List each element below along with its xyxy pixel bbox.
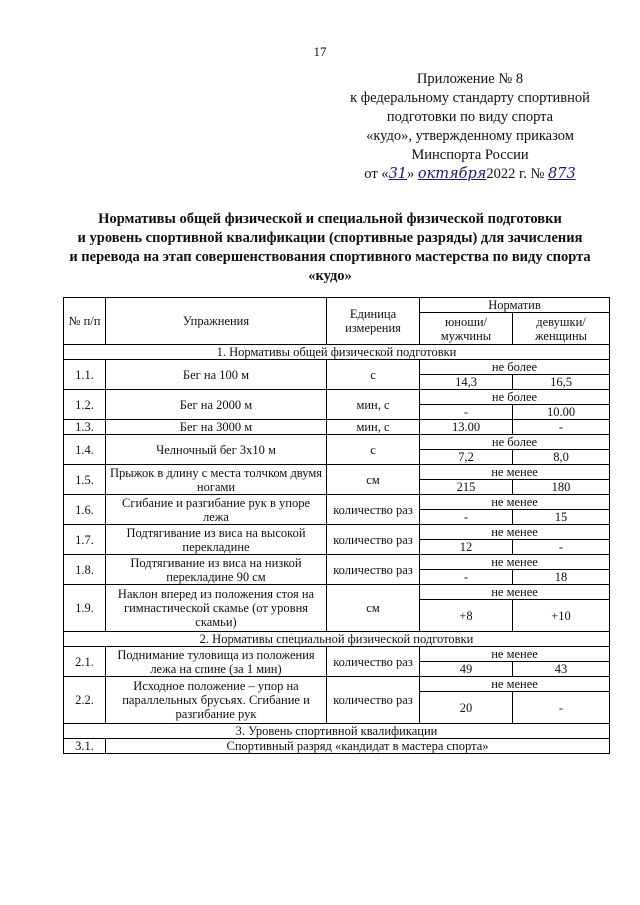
row-boys: 12 xyxy=(420,540,513,555)
row-qualifier: не более xyxy=(420,360,610,375)
appendix-line: к федеральному стандарту спортивной xyxy=(350,90,590,106)
row-num: 1.4. xyxy=(64,435,106,465)
title-line: Нормативы общей физической и специальной физической подготовки xyxy=(98,211,562,227)
row-boys: 7,2 xyxy=(420,450,513,465)
row-num: 1.8. xyxy=(64,555,106,585)
row-exercise: Бег на 3000 м xyxy=(106,420,327,435)
date-year: 2022 г. № xyxy=(486,166,545,182)
row-girls: 18 xyxy=(513,570,610,585)
row-exercise: Бег на 2000 м xyxy=(106,390,327,420)
row-qualifier: не менее xyxy=(420,585,610,600)
section-title: 3. Уровень спортивной квалификации xyxy=(64,724,610,739)
row-qualifier: не более xyxy=(420,435,610,450)
row-girls: 43 xyxy=(513,662,610,677)
row-unit: количество раз xyxy=(327,555,420,585)
page-number: 17 xyxy=(313,44,327,59)
header-num: № п/п xyxy=(64,298,106,345)
row-girls: - xyxy=(513,540,610,555)
date-month: октября xyxy=(417,166,487,182)
date-number: 873 xyxy=(548,166,576,182)
row-boys: 20 xyxy=(420,692,513,724)
appendix-line: Минспорта России xyxy=(411,147,529,163)
header-unit: Единица измерения xyxy=(327,298,420,345)
title-line: и перевода на этап совершенствования спортивного мастерства по виду спорта xyxy=(69,249,591,265)
row-unit: см xyxy=(327,465,420,495)
row-qualifier: не менее xyxy=(420,555,610,570)
row-unit: с xyxy=(327,435,420,465)
row-girls: +10 xyxy=(513,600,610,632)
row-boys: - xyxy=(420,510,513,525)
row-num: 2.1. xyxy=(64,647,106,677)
row-exercise: Бег на 100 м xyxy=(106,360,327,390)
row-boys: +8 xyxy=(420,600,513,632)
row-num: 1.3. xyxy=(64,420,106,435)
row-qualifier: не менее xyxy=(420,465,610,480)
date-prefix: от « xyxy=(364,166,389,182)
row-num: 1.9. xyxy=(64,585,106,632)
appendix-line: Приложение № 8 xyxy=(416,71,524,87)
row-qualifier: не менее xyxy=(420,495,610,510)
row-boys: - xyxy=(420,405,513,420)
row-exercise: Подтягивание из виса на низкой перекладине 90 см xyxy=(106,555,327,585)
row-num: 1.1. xyxy=(64,360,106,390)
row-boys: 14,3 xyxy=(420,375,513,390)
row-girls: 16,5 xyxy=(513,375,610,390)
row-qualifier: не менее xyxy=(420,525,610,540)
appendix-block xyxy=(330,70,610,184)
row-num: 2.2. xyxy=(64,677,106,724)
row-num: 1.7. xyxy=(64,525,106,555)
row-boys: 49 xyxy=(420,662,513,677)
header-girls: девушки/ женщины xyxy=(513,313,610,345)
row-unit: см xyxy=(327,585,420,632)
header-boys: юноши/ мужчины xyxy=(420,313,513,345)
row-exercise: Исходное положение – упор на параллельных брусьях. Сгибание и разгибание рук xyxy=(106,677,327,724)
row-unit: количество раз xyxy=(327,677,420,724)
row-boys: 13.00 xyxy=(420,420,513,435)
row-exercise: Поднимание туловища из положения лежа на спине (за 1 мин) xyxy=(106,647,327,677)
row-boys: 215 xyxy=(420,480,513,495)
section-title: 2. Нормативы специальной физической подготовки xyxy=(64,632,610,647)
section-title: 1. Нормативы общей физической подготовки xyxy=(64,345,610,360)
row-girls: 15 xyxy=(513,510,610,525)
row-exercise: Сгибание и разгибание рук в упоре лежа xyxy=(106,495,327,525)
row-unit: с xyxy=(327,360,420,390)
row-num: 1.6. xyxy=(64,495,106,525)
row-num: 1.5. xyxy=(64,465,106,495)
row-unit: количество раз xyxy=(327,495,420,525)
row-girls: 180 xyxy=(513,480,610,495)
row-qualifier: не более xyxy=(420,390,610,405)
row-boys: - xyxy=(420,570,513,585)
row-exercise: Прыжок в длину с места толчком двумя ногами xyxy=(106,465,327,495)
row-exercise: Наклон вперед из положения стоя на гимнастической скамье (от уровня скамьи) xyxy=(106,585,327,632)
header-exercise: Упражнения xyxy=(106,298,327,345)
title-line: и уровень спортивной квалификации (спортивные разряды) для зачисления xyxy=(77,230,583,246)
row-exercise: Спортивный разряд «кандидат в мастера спорта» xyxy=(106,739,610,754)
date-mid: » xyxy=(407,166,415,182)
title-line: «кудо» xyxy=(308,268,352,284)
row-unit: количество раз xyxy=(327,647,420,677)
row-girls: - xyxy=(513,420,610,435)
header-norm: Норматив xyxy=(420,298,610,313)
row-num: 3.1. xyxy=(64,739,106,754)
row-exercise: Подтягивание из виса на высокой перекладине xyxy=(106,525,327,555)
appendix-line: подготовки по виду спорта xyxy=(386,109,554,125)
standards-table xyxy=(63,297,610,754)
row-girls: 8,0 xyxy=(513,450,610,465)
row-qualifier: не менее xyxy=(420,677,610,692)
date-day: 31 xyxy=(388,166,408,182)
row-exercise: Челночный бег 3х10 м xyxy=(106,435,327,465)
appendix-date-line xyxy=(330,165,610,184)
row-num: 1.2. xyxy=(64,390,106,420)
row-unit: количество раз xyxy=(327,525,420,555)
row-unit: мин, с xyxy=(327,420,420,435)
row-girls: - xyxy=(513,692,610,724)
row-unit: мин, с xyxy=(327,390,420,420)
row-girls: 10.00 xyxy=(513,405,610,420)
appendix-line: «кудо», утвержденному приказом xyxy=(366,128,574,144)
document-title xyxy=(40,210,620,286)
row-qualifier: не менее xyxy=(420,647,610,662)
